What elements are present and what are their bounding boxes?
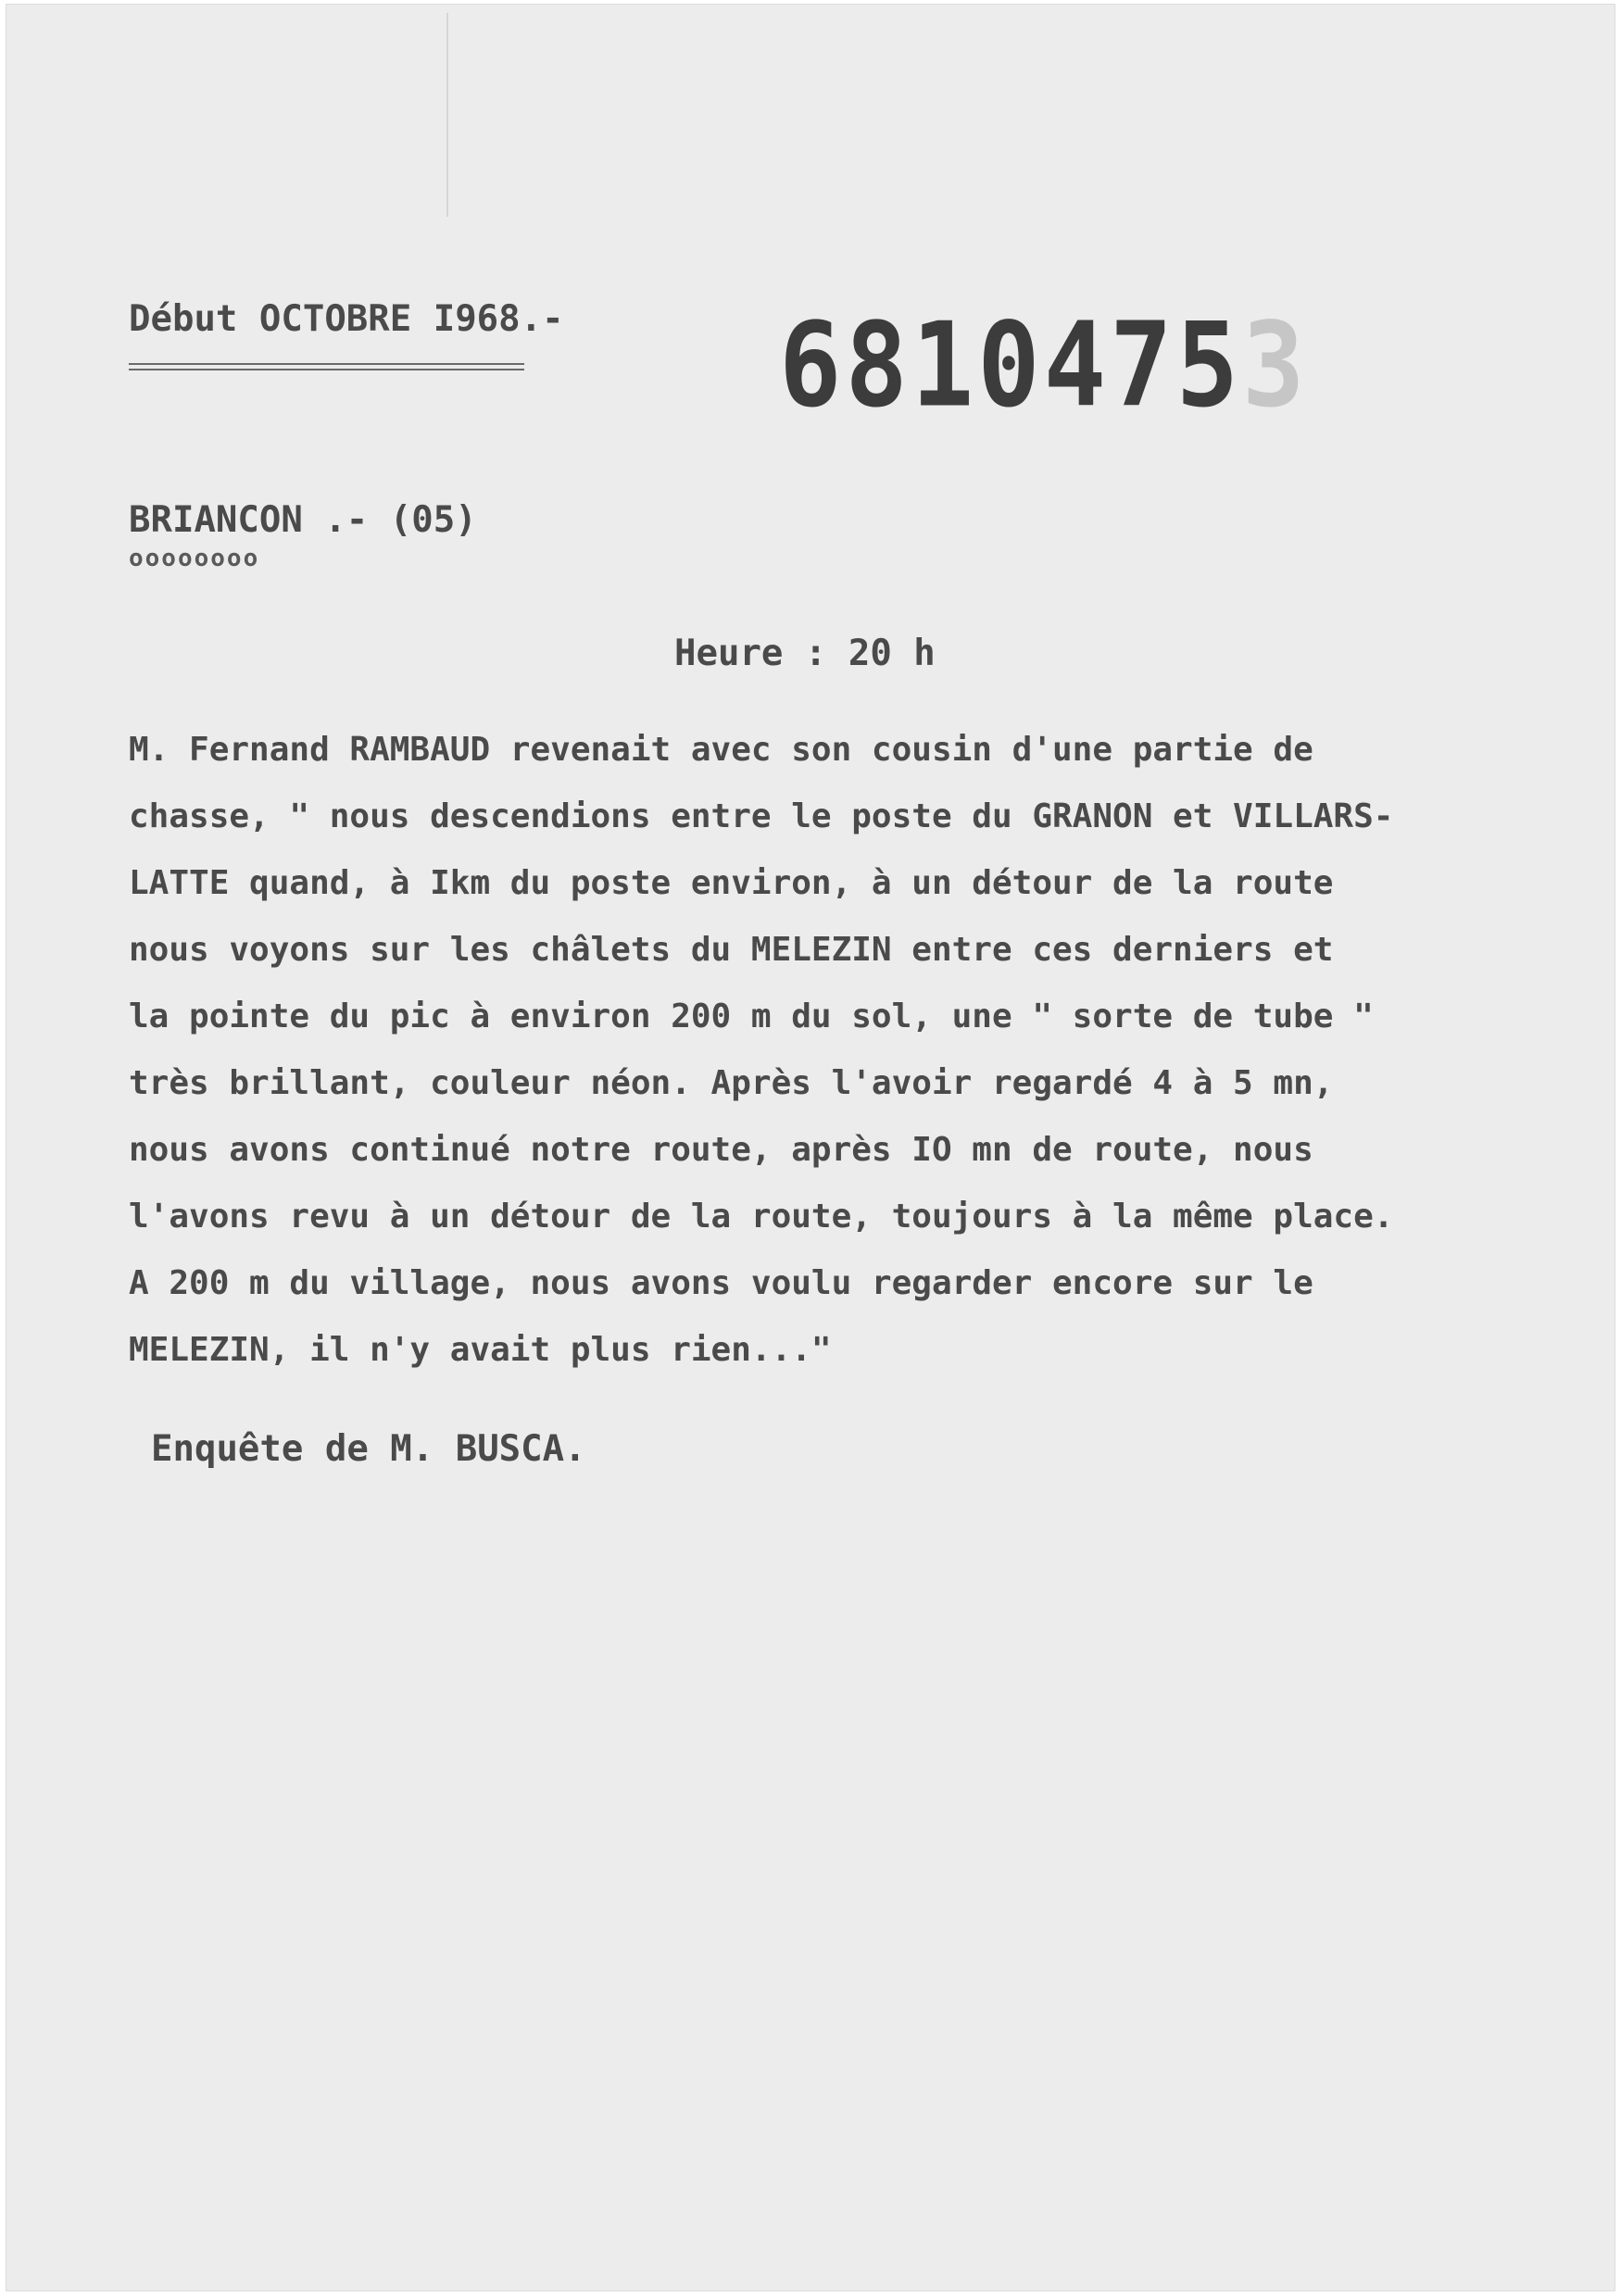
testimony-line: nous avons continué notre route, après IO mn de route, nous bbox=[129, 1131, 1313, 1169]
testimony-line: l'avons revu à un détour de la route, toujours à la même place. bbox=[129, 1198, 1394, 1236]
testimony-line: M. Fernand RAMBAUD revenait avec son cousin d'une partie de bbox=[129, 731, 1313, 769]
testimony-line: très brillant, couleur néon. Après l'avoir regardé 4 à 5 mn, bbox=[129, 1064, 1334, 1102]
testimony-line: la pointe du pic à environ 200 m du sol, une " sorte de tube " bbox=[129, 997, 1374, 1035]
testimony-paragraph bbox=[129, 717, 1393, 1384]
location-underline: oooooooo bbox=[129, 545, 260, 572]
time-line: Heure : 20 h bbox=[674, 633, 936, 674]
date-double-underline bbox=[129, 363, 524, 370]
testimony-line: MELEZIN, il n'y avait plus rien..." bbox=[129, 1331, 832, 1369]
testimony-line: chasse, " nous descendions entre le poste du GRANON et VILLARS- bbox=[129, 797, 1394, 835]
reference-number-stamp bbox=[779, 298, 1308, 433]
reference-number: 6810475 bbox=[779, 298, 1243, 433]
testimony-line: nous voyons sur les châlets du MELEZIN entre ces derniers et bbox=[129, 931, 1334, 969]
testimony-line: A 200 m du village, nous avons voulu regarder encore sur le bbox=[129, 1264, 1313, 1302]
document-page bbox=[6, 4, 1615, 2291]
testimony-line: LATTE quand, à Ikm du poste environ, à un détour de la route bbox=[129, 864, 1334, 902]
reference-number-faded-digit: 3 bbox=[1242, 298, 1309, 433]
location-heading: BRIANCON .- (05) bbox=[129, 499, 477, 541]
investigator-line: Enquête de M. BUSCA. bbox=[151, 1428, 586, 1470]
report-date: Début OCTOBRE I968.- bbox=[129, 298, 564, 340]
paper-fold-mark bbox=[446, 13, 448, 217]
